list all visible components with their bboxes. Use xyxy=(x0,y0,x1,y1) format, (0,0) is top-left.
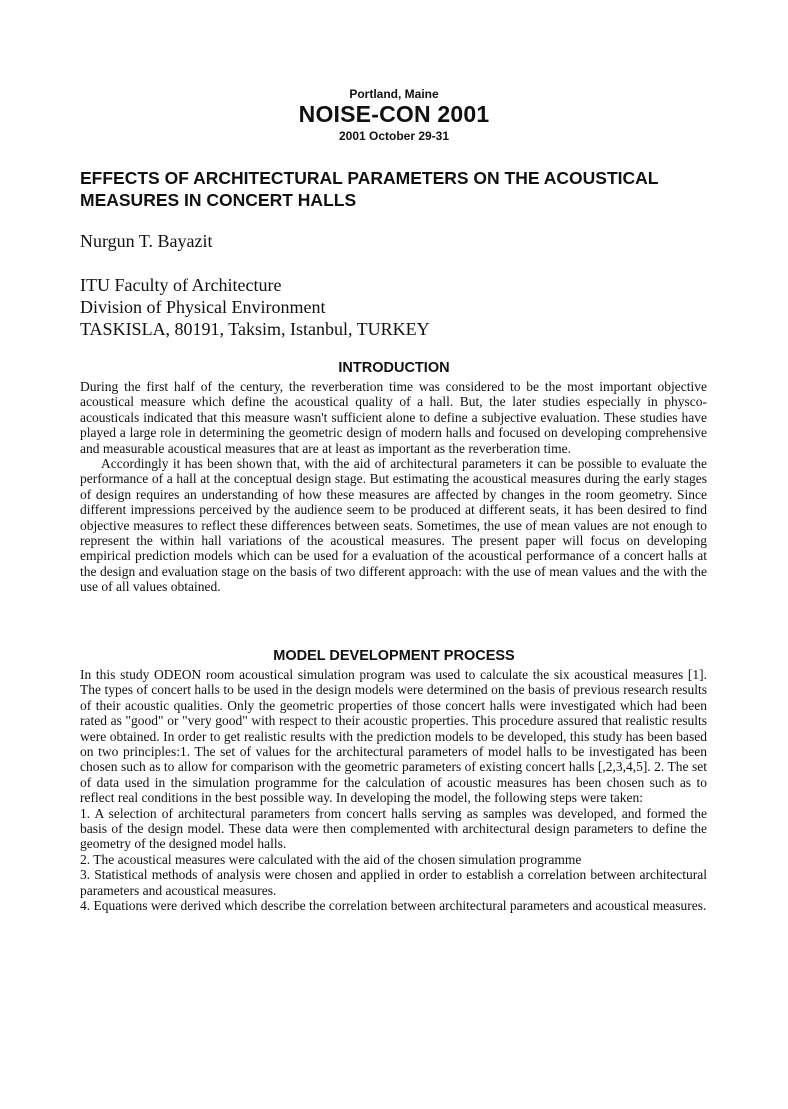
list-item: 3. Statistical methods of analysis were chosen and applied in order to establish a correlation between architectural parameters and acoustical measures. xyxy=(80,867,707,898)
list-item: 1. A selection of architectural parameters from concert halls serving as samples was developed, and formed the basis of the design model. These data were then complemented with architectural design parameters to define the geometry of the designed model halls. xyxy=(80,805,707,852)
paragraph: Accordingly it has been shown that, with the aid of architectural parameters it can be possible to evaluate the performance of a hall at the conceptual design stage. But estimating the acoustical measures during the early stages of design requires an understanding of how these measures are affected by changes in the room geometry. Since different impressions perceived by the audience seem to be produced at different seats, it has been desired to find objective measures to reflect these differences between seats. Sometimes, the use of mean values are not enough to represent the within hall variations of the acoustical measures. The present paper will focus on developing empirical prediction models which can be used for a evaluation of the acoustical performance of a concert halls at the design and evaluation stage on the basis of two different approach: with the use of mean values and the with the use of all values obtained. xyxy=(80,456,707,595)
affiliation-line: ITU Faculty of Architecture xyxy=(80,275,282,295)
steps-list xyxy=(80,806,707,914)
conference-name: NOISE-CON 2001 xyxy=(298,101,490,127)
paragraph: During the first half of the century, the reverberation time was considered to be the most important objective acoustical measure which define the acoustical quality of a hall. But, the later studies especially in physco-acousticals indicated that this measure wasn't sufficient alone to define a subjective evaluation. These studies have played a large role in determining the geometric design of modern halls and focused on developing comprehensive and measurable acoustical measures that are at least as important as the reverberation time. xyxy=(80,379,707,456)
paper-title: EFFECTS OF ARCHITECTURAL PARAMETERS ON THE ACOUSTICAL MEASURES IN CONCERT HALLS xyxy=(80,168,659,210)
conference-location: Portland, Maine xyxy=(349,87,439,101)
section-heading-introduction: INTRODUCTION xyxy=(338,360,450,376)
author-name: Nurgun T. Bayazit xyxy=(80,231,213,251)
conference-dates: 2001 October 29-31 xyxy=(338,129,450,143)
section-heading-model-development: MODEL DEVELOPMENT PROCESS xyxy=(273,648,515,664)
affiliation-line: Division of Physical Environment xyxy=(80,297,326,317)
list-item: 2. The acoustical measures were calculated with the aid of the chosen simulation programme xyxy=(80,851,582,867)
affiliation-line: TASKISLA, 80191, Taksim, Istanbul, TURKEY xyxy=(80,319,430,339)
model-development-body xyxy=(80,667,707,914)
introduction-body xyxy=(80,379,707,595)
paragraph: In this study ODEON room acoustical simulation program was used to calculate the six acoustical measures [1]. The types of concert halls to be used in the design models were determined on the basis of previous research results of their acoustic qualities. Only the geometric properties of those concert halls were investigated which had been rated as "good" or "very good" with respect to their acoustic properties. This procedure assured that realistic results were obtained. In order to get realistic results with the prediction models to be developed, this study has been based on two principles:1. The set of values for the architectural parameters of model halls to be investigated has been chosen such as to allow for comparison with the geometric parameters of existing concert halls [,2,3,4,5]. 2. The set of data used in the simulation programme for the calculation of acoustic measures has been chosen such as to reflect real conditions in the best possible way. In developing the model, the following steps were taken: xyxy=(80,667,707,806)
list-item: 4. Equations were derived which describe the correlation between architectural parameters and acoustical measures. xyxy=(80,898,707,914)
